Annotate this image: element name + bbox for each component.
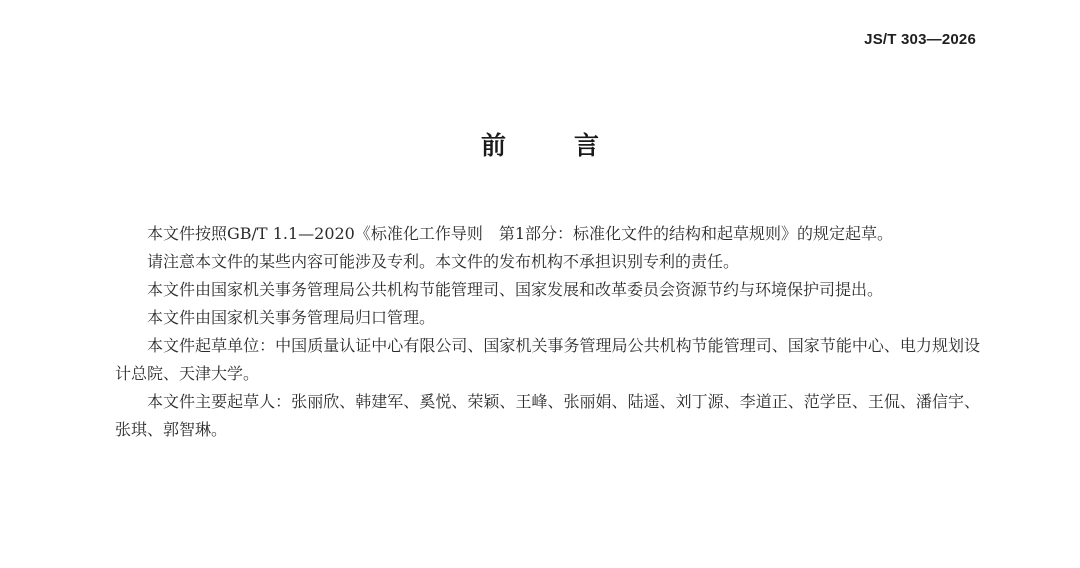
title-char-1: 前 <box>480 131 506 160</box>
paragraph-drafting-units: 本文件起草单位：中国质量认证中心有限公司、国家机关事务管理局公共机构节能管理司、国家节能中心、电力规划设计总院、天津大学。 <box>115 336 980 383</box>
paragraph-patent-notice: 请注意本文件的某些内容可能涉及专利。本文件的发布机构不承担识别专利的责任。 <box>147 252 740 271</box>
page-title <box>0 126 1080 162</box>
foreword-body <box>115 220 980 444</box>
paragraph-administration: 本文件由国家机关事务管理局归口管理。 <box>147 308 436 327</box>
title-char-2: 言 <box>574 131 600 160</box>
paragraph-proposer: 本文件由国家机关事务管理局公共机构节能管理司、国家发展和改革委员会资源节约与环境保护司提出。 <box>147 280 884 299</box>
paragraph-drafters: 本文件主要起草人：张丽欣、韩建军、奚悦、荣颖、王峰、张丽娟、陆遥、刘丁源、李道正、范学臣、王侃、潘信宇、张琪、郭智琳。 <box>115 392 980 439</box>
standard-number: JS/T 303—2026 <box>864 31 976 48</box>
paragraph-drafting-rules: 本文件按照GB/T 1.1—2020《标准化工作导则 第1部分：标准化文件的结构和起草规则》的规定起草。 <box>147 224 894 243</box>
